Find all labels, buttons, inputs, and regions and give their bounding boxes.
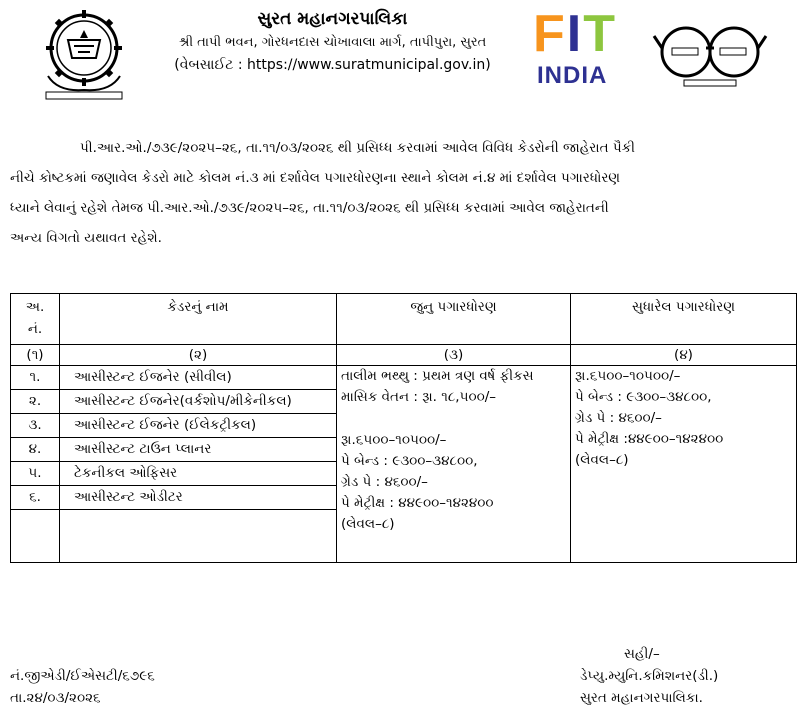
reference-number: નં.જીએડી/ઈએસટી/૬૭૯૬: [10, 668, 155, 684]
surat-municipal-emblem: [38, 6, 130, 102]
fit-letter-f: F: [533, 5, 567, 63]
header-new-pay: સુધારેલ પગારધોરણ: [571, 294, 797, 345]
new-pay-scale-cell: રૂા.૬૫૦૦–૧૦૫૦૦/– પે બેન્ડ : ૯૩૦૦–૩૪૮૦૦, ગ્રેડ પે : ૪૬૦૦/– પે મેટ્રીક્ષ :૪૪૯૦૦–૧૪૨૪૦૦ (લેવલ–૮): [571, 366, 797, 563]
notice-paragraph: [10, 133, 790, 253]
column-number: (૨): [60, 345, 337, 366]
row-cadre-name: આસીસ્ટન્ટ ઈજનેર(વર્કશોપ/મીકેનીકલ): [60, 390, 337, 414]
signatory-designation: ડેપ્યુ.મ્યુનિ.કમિશનર(ડી.): [580, 668, 719, 684]
row-sr-no: ૫.: [11, 462, 60, 486]
fit-letter-i: I: [566, 5, 584, 63]
row-cadre-name: આસીસ્ટન્ટ ઈજનેર (ઈલેકટ્રીકલ): [60, 414, 337, 438]
org-website: (વેબસાઈટ : https://www.suratmunicipal.gov.in): [174, 57, 491, 73]
column-number: (૧): [11, 345, 60, 366]
signed-label: સહી/–: [624, 646, 660, 662]
row-sr-no: ૨.: [11, 390, 60, 414]
reference-block: [10, 665, 155, 709]
fit-letter-t: T: [583, 5, 617, 63]
pay-scale-table: [10, 293, 797, 563]
row-cadre-name: આસીસ્ટન્ટ ઈજનેર (સીવીલ): [60, 366, 337, 390]
row-sr-no: ૩.: [11, 414, 60, 438]
column-number: (૩): [337, 345, 571, 366]
column-number-row: [11, 345, 797, 366]
fit-india-label: INDIA: [537, 62, 608, 89]
header-cadre-name: કેડરનું નામ: [60, 294, 337, 345]
paragraph-line-1: પી.આર.ઓ./૭૩૯/૨૦૨૫–૨૬, તા.૧૧/૦૩/૨૦૨૬ થી પ્રસિધ્ધ કરવામાં આવેલ વિવિધ કેડરોની જાહેરાત પૈકી: [80, 140, 635, 156]
signature-block: [580, 643, 780, 709]
paragraph-line-4: અન્ય વિગતો યથાવત રહેશે.: [10, 230, 162, 246]
row-cadre-name: આસીસ્ટન્ટ ટાઉન પ્લાનર: [60, 438, 337, 462]
column-number: (૪): [571, 345, 797, 366]
table-header-row: [11, 294, 797, 345]
swachh-bharat-logo: [650, 8, 770, 98]
table-row: [11, 366, 797, 390]
org-address: શ્રી તાપી ભવન, ગોરધનદાસ ચોખાવાલા માર્ગ, તાપીપુરા, સુરત: [178, 35, 487, 50]
paragraph-line-2: નીચે કોષ્ટકમાં જણાવેલ કેડરો માટે કોલમ નં.૩ માં દર્શાવેલ પગારધોરણના સ્થાને કોલમ નં.૪ માં દર્શાવેલ પગારધોરણ: [10, 170, 621, 186]
row-sr-no: ૬.: [11, 486, 60, 510]
signatory-org: સુરત મહાનગરપાલિકા.: [580, 690, 703, 706]
fit-india-logo: [533, 5, 637, 92]
row-sr-no: ૪.: [11, 438, 60, 462]
paragraph-line-3: ધ્યાને લેવાનું રહેશે તેમજ પી.આર.ઓ./૭૩૯/૨૦૨૫–૨૬, તા.૧૧/૦૩/૨૦૨૬ થી પ્રસિધ્ધ કરવામાં આવેલ જાહેરાતની: [10, 200, 609, 216]
header-text-block: [140, 6, 525, 76]
reference-date: તા.૨૪/૦૩/૨૦૨૬: [10, 690, 101, 706]
old-pay-scale-cell: તાલીમ ભથ્થુ : પ્રથમ ત્રણ વર્ષ ફીકસ માસિક વેતન : રૂા. ૧૮,૫૦૦/– રૂા.૬૫૦૦–૧૦૫૦૦/– પે બેન્ડ : ૯૩૦૦–૩૪૮૦૦, ગ્રેડ પે : ૪૬૦૦/– પે મેટ્રીક્ષ : ૪૪૯૦૦–૧૪૨૪૦૦ (લેવલ–૮): [337, 366, 571, 563]
row-sr-no: ૧.: [11, 366, 60, 390]
header-old-pay: જુનુ પગારધોરણ: [337, 294, 571, 345]
org-title: સુરત મહાનગરપાલિકા: [257, 9, 408, 29]
row-cadre-name: આસીસ્ટન્ટ ઓડીટર: [60, 486, 337, 510]
row-cadre-name: ટેકનીકલ ઓફિસર: [60, 462, 337, 486]
header-sr-no: અ. નં.: [11, 294, 60, 345]
